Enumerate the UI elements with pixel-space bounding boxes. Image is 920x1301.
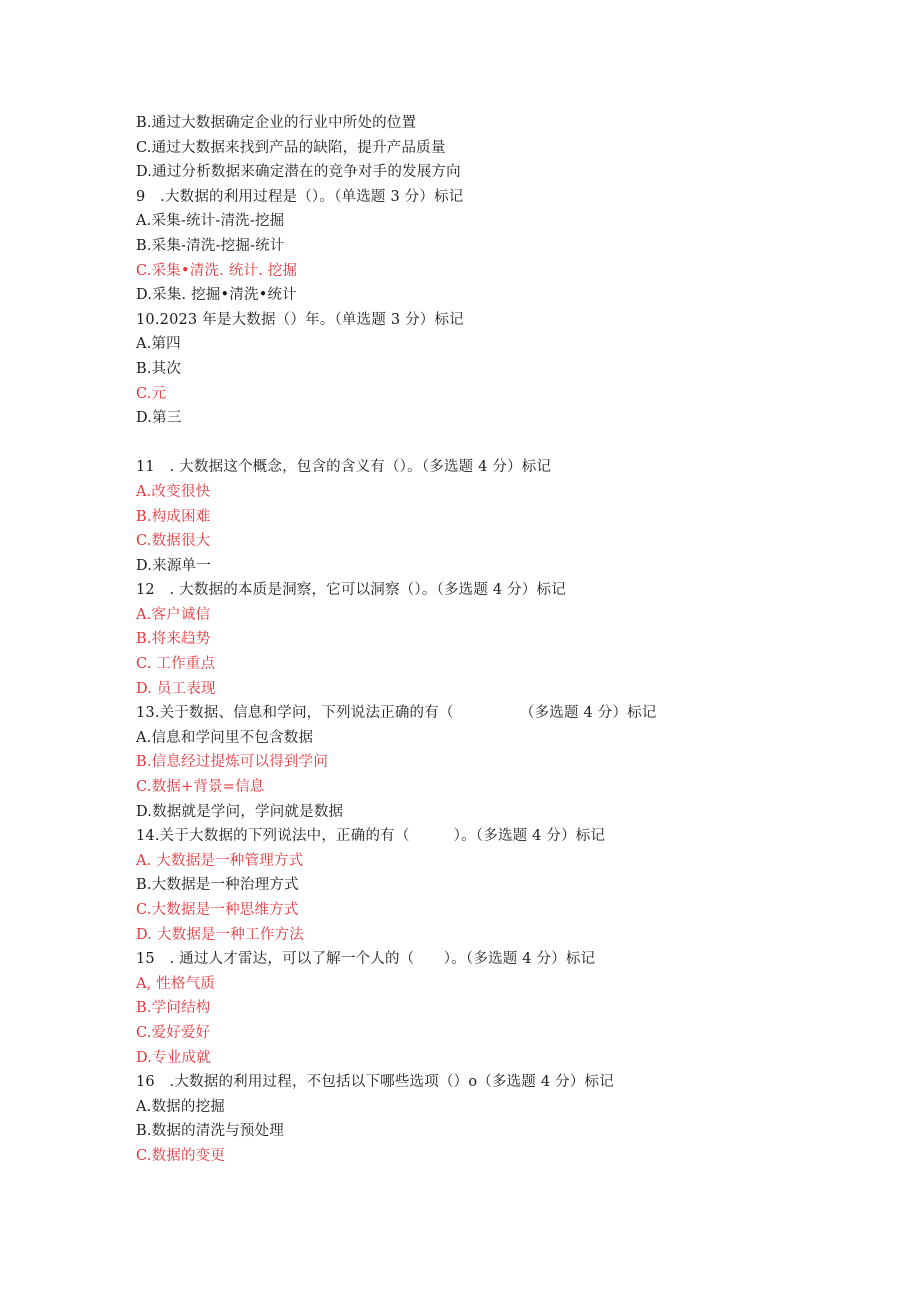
option: A.第四: [136, 336, 181, 353]
option: A.采集-统计-清洗-挖掘: [136, 213, 285, 230]
option-selected: C. 工作重点: [136, 656, 216, 673]
option-selected: D.专业成就: [136, 1049, 211, 1066]
option: B.采集-清洗-挖掘-统计: [136, 237, 285, 254]
question-text: 10.2023 年是大数据（）年。（单选题 3 分）标记: [136, 311, 464, 328]
option: D.来源单一: [136, 557, 211, 574]
option-selected: C.采集•清洗. 统计. 挖掘: [136, 262, 298, 279]
option-selected: A. 大数据是一种管理方式: [136, 852, 304, 869]
document-body: [136, 111, 836, 1169]
option: D.通过分析数据来确定潜在的竞争对手的发展方向: [136, 164, 461, 181]
option-selected: C.数据的变更: [136, 1147, 226, 1164]
option-selected: B.将来趋势: [136, 631, 211, 648]
option-selected: A.客户诚信: [136, 606, 211, 623]
option-selected: A.改变很快: [136, 483, 211, 500]
question-text: 14.关于大数据的下列说法中，正确的有（ ）。（多选题 4 分）标记: [136, 828, 606, 845]
option-selected: B.信息经过提炼可以得到学问: [136, 754, 329, 771]
question-text: 16 .大数据的利用过程，不包括以下哪些选项（）o（多选题 4 分）标记: [136, 1074, 614, 1091]
option: B.通过大数据确定企业的行业中所处的位置: [136, 115, 417, 131]
option: B.数据的清洗与预处理: [136, 1123, 284, 1140]
option-selected: C.元: [136, 385, 167, 402]
question-text: 12 . 大数据的本质是洞察，它可以洞察（）。（多选题 4 分）标记: [136, 582, 566, 599]
option: D.数据就是学问，学问就是数据: [136, 803, 344, 820]
option: B.其次: [136, 360, 182, 377]
question-text: 15 . 通过人才雷达，可以了解一个人的（ ）。（多选题 4 分）标记: [136, 951, 596, 968]
question-text: 11 . 大数据这个概念，包含的含义有（）。（多选题 4 分）标记: [136, 459, 552, 476]
option: A.信息和学问里不包含数据: [136, 729, 314, 746]
question-text: 9 .大数据的利用过程是（）。（单选题 3 分）标记: [136, 188, 464, 205]
question-text: 13.关于数据、信息和学问，下列说法正确的有（ （多选题 4 分）标记: [136, 705, 657, 722]
option-selected: D. 大数据是一种工作方法: [136, 926, 304, 943]
blank-line: [136, 431, 836, 456]
option-selected: C.数据+背景=信息: [136, 779, 265, 796]
option: D.第三: [136, 410, 182, 427]
option-selected: D. 员工表现: [136, 680, 216, 697]
option-selected: A, 性格气质: [136, 975, 216, 992]
option: D.采集. 挖掘•清洗•统计: [136, 287, 297, 304]
option-selected: C.大数据是一种思维方式: [136, 902, 299, 918]
option-selected: B.构成困难: [136, 508, 211, 525]
option-selected: C.数据很大: [136, 533, 211, 550]
option: B.大数据是一种治理方式: [136, 877, 299, 894]
option-selected: C.爱好爱好: [136, 1024, 211, 1041]
option-selected: B.学问结构: [136, 1000, 211, 1017]
option: C.通过大数据来找到产品的缺陷，提升产品质量: [136, 139, 446, 156]
option: A.数据的挖掘: [136, 1098, 225, 1115]
